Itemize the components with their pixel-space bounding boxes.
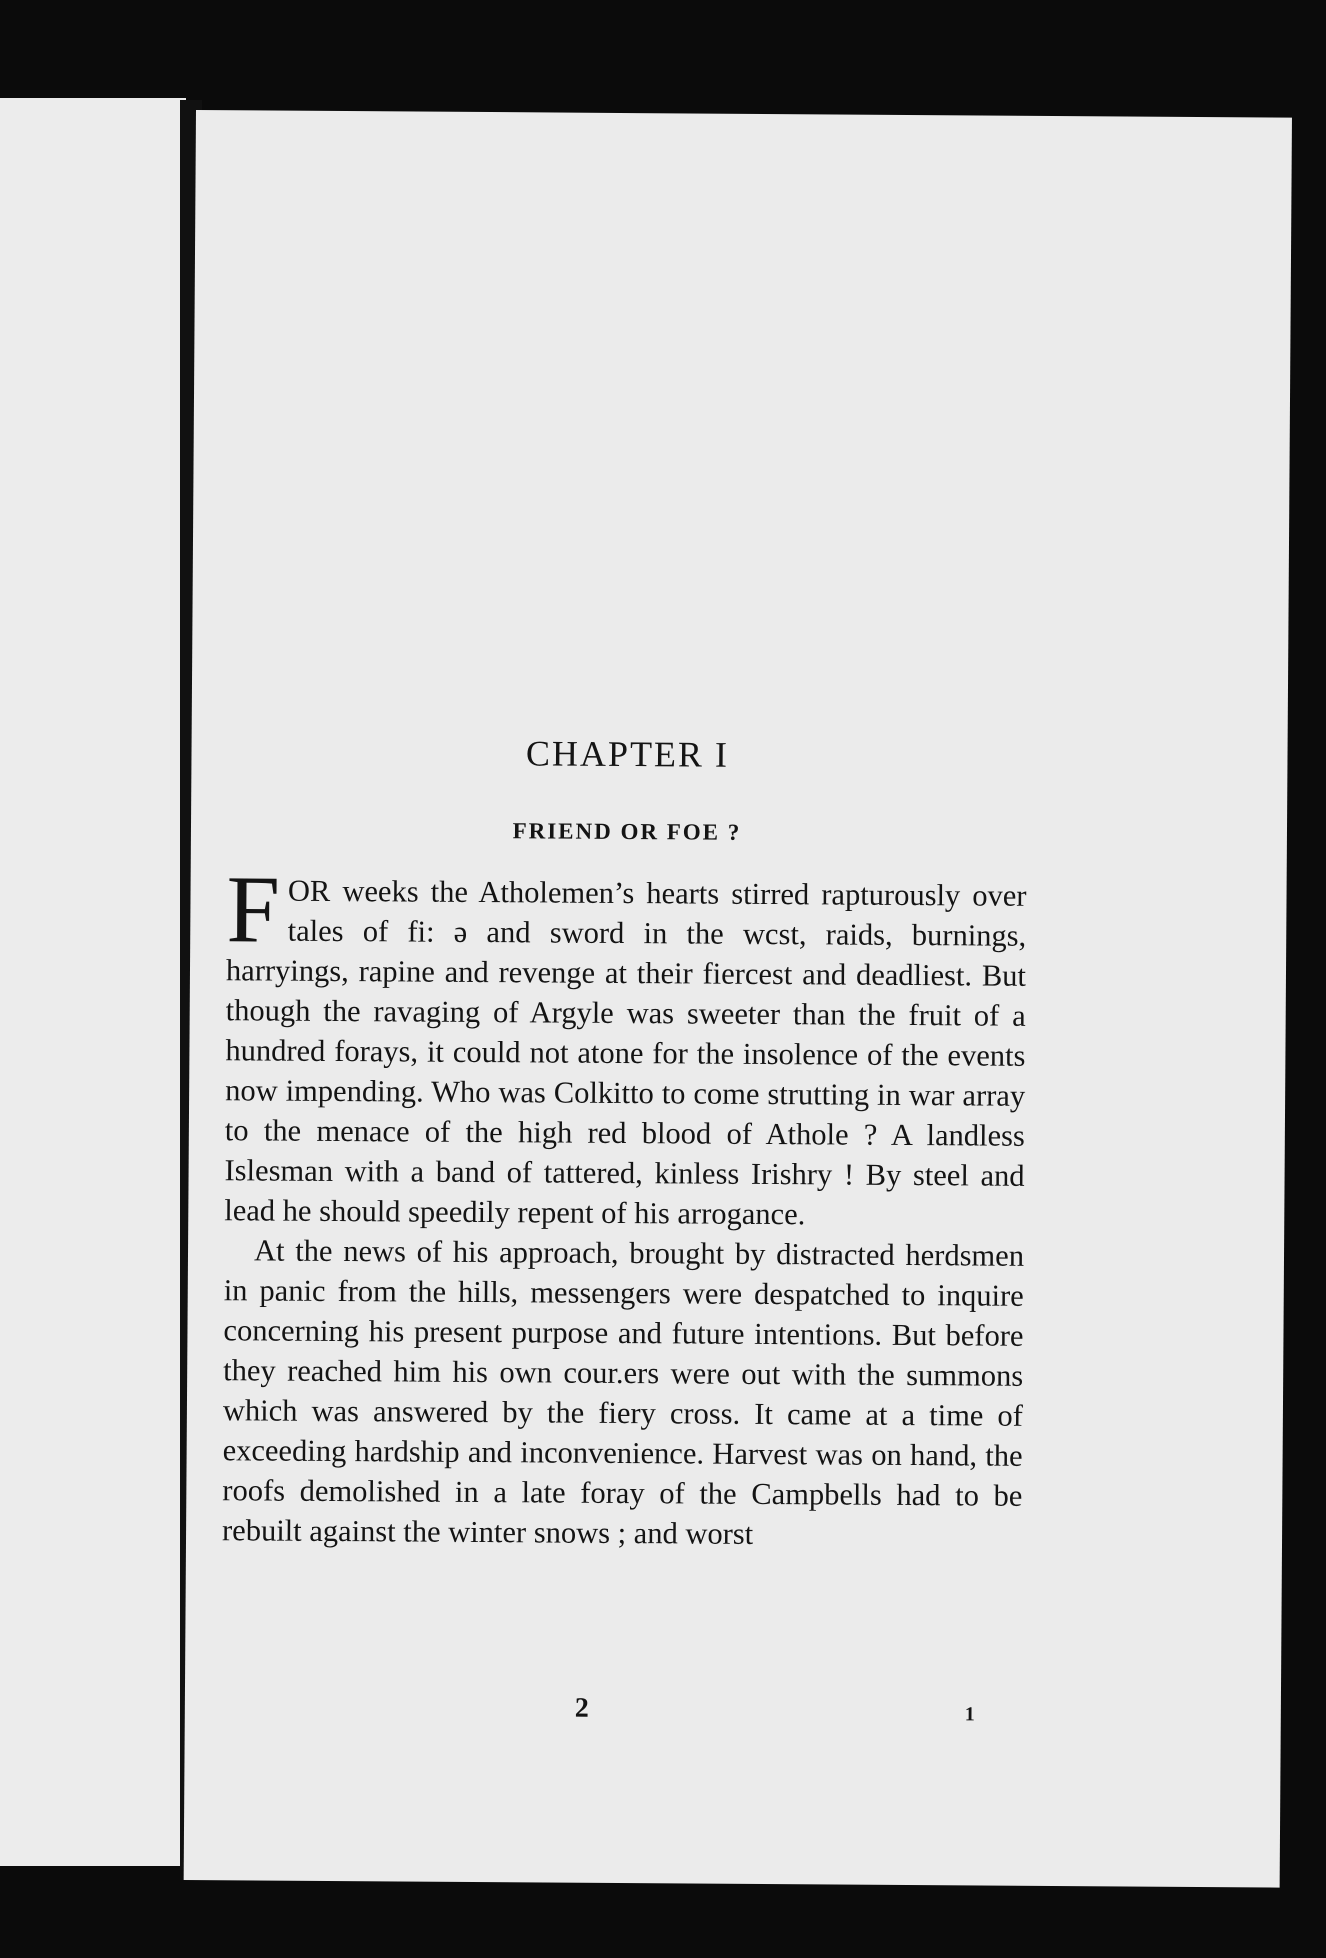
page-text-block xyxy=(222,630,1028,1556)
chapter-title: CHAPTER I xyxy=(525,733,730,775)
drop-cap: F xyxy=(226,855,281,963)
chapter-subtitle: FRIEND OR FOE ? xyxy=(512,818,742,845)
book-page xyxy=(184,110,1292,1888)
paragraph-first xyxy=(224,855,1027,1236)
signature-mark: 1 xyxy=(964,1703,975,1726)
facing-page xyxy=(0,98,186,1866)
paragraph-second: At the news of his approach, brought by distracted herdsmen in panic from the hills, messengers were despatched to inquire concerning his present purpose and future intentions. But before they reached him his own cour.ers were out with the summons which was answered by the fiery cross. It came at a time of exceeding hardship and inconvenience. Harvest was on hand, the roofs demolished in a late foray of the Campbells had to be rebuilt against the winter snows ; and worst xyxy=(221,1233,1025,1551)
page-number: 2 xyxy=(574,1692,589,1724)
paragraph-first-text: OR weeks the Atholemen’s hearts stirred rapturously over tales of fi: ə and sword in the wcst, raids, burnings, harryings, rapine and revenge at their fiercest and deadliest. But though the ravaging of Argyle was sweeter than the fruit of a hundred forays, it could not atone for the insolence of the events now impending. Who was Colkitto to come strutting in war array to the menace of the high red blood of Athole ? A landless Islesman with a band of tattered, kinless Irishry ! By steel and lead he should speedily repent of his arrogance. xyxy=(224,873,1027,1232)
